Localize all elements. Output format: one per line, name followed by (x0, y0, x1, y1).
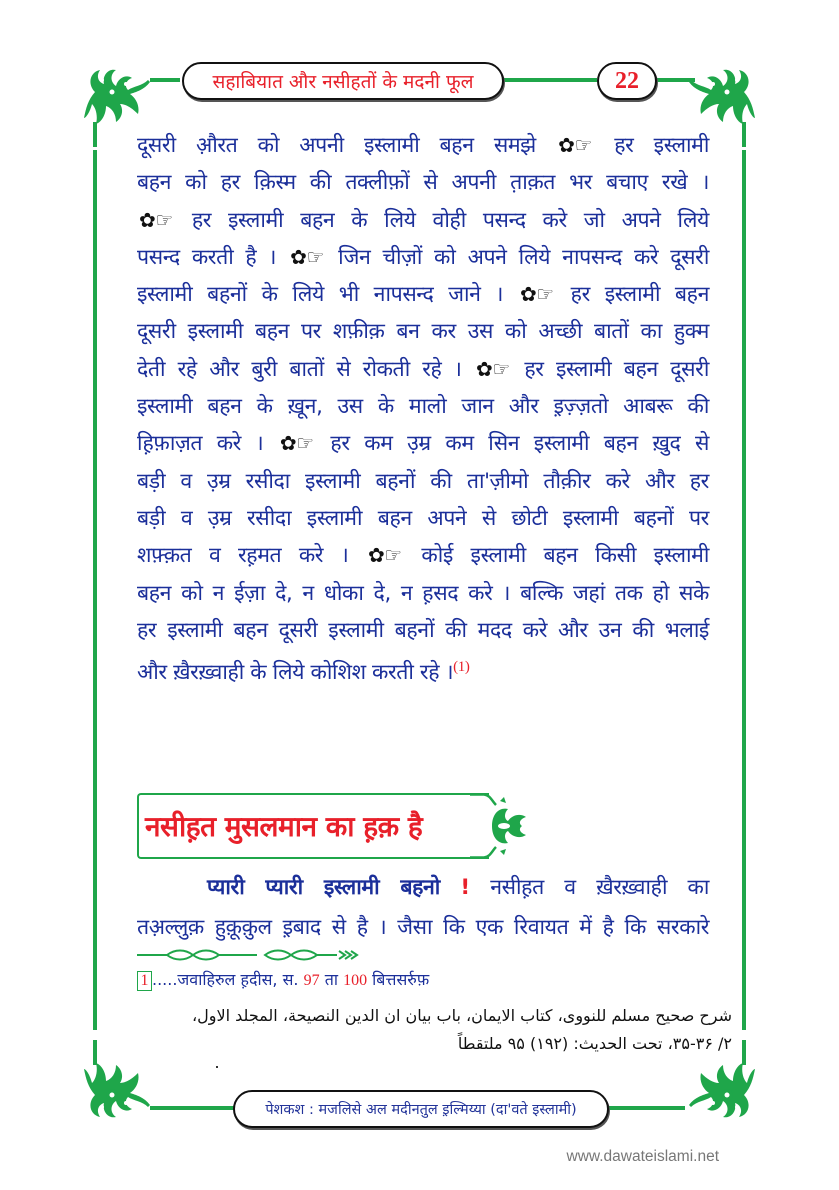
text-line: बड़ी व उ़म्र रसीदा इस्लामी बहनों की ता'ज़ीमो तौक़ीर करे और हर (137, 468, 709, 494)
text-span: कोई इस्लामी बहन किसी इस्लामी (421, 543, 709, 569)
arabic-reference-line: ۲/ ۳۵-۳۶، تحت الحدیث: (۱۹۲) ۹۵ ملتقطاً (457, 1034, 732, 1053)
text-span: .....जवाहिरुल ह़दीस, स. (152, 970, 299, 989)
text-span: ह़िफ़ाज़त करे । (137, 431, 264, 457)
text-line: दूसरी इस्लामी बहन पर शफ़ीक़ बन कर उस को अच्छी बातों का हुक्म (137, 319, 709, 345)
text-line (137, 537, 709, 574)
footnote-1 (137, 968, 429, 991)
text-span: हर कम उ़म्र कम सिन इस्लामी बहन ख़ुद से (330, 431, 710, 457)
text-line (137, 127, 709, 164)
text-span: दूसरी औ़रत को अपनी इस्लामी बहन समझे (137, 133, 536, 158)
frame-line-bottom-right (605, 1106, 685, 1110)
footnote-reference[interactable]: (1) (453, 659, 470, 676)
publisher-text: पेशकश : मजलिसे अल मदीनतुल इ़ल्मिय्या (दा'वते इस्लामी) (265, 1102, 577, 1118)
text-span: और ख़ैरख़्वाही के लिये कोशिश करती रहे । (137, 660, 454, 686)
body-paragraph (137, 127, 709, 692)
text-span: हर इस्लामी बहन के लिये वोही पसन्द करे जो अपने लिये (191, 207, 709, 233)
stray-dot (216, 1066, 218, 1068)
page-from: 97 (303, 972, 320, 989)
text-span: ता (324, 970, 338, 989)
text-line: इस्लामी बहन के ख़ून, उस के मालो जान और इ़ज़्ज़तो आबरू की (137, 394, 709, 420)
section-title: नसीह़त मुसलमान का ह़क़ है (145, 810, 423, 843)
footnote-divider-ornament-icon (137, 946, 367, 958)
footnote-number: 1 (137, 971, 152, 991)
flower-pointing-hand-icon: ✿☞ (519, 282, 554, 307)
frame-line-right (742, 150, 746, 1030)
text-line: बड़ी व उ़म्र रसीदा इस्लामी बहन अपने से छोटी इस्लामी बहनों पर (137, 505, 709, 531)
flower-pointing-hand-icon: ✿☞ (367, 543, 402, 568)
exclamation-mark: ! (460, 875, 470, 900)
publisher-banner (233, 1090, 609, 1128)
text-line (137, 425, 709, 462)
text-line: बहन को न ईज़ा दे, न धोका दे, न ह़सद करे । बल्कि जहां तक हो सके (137, 580, 709, 606)
text-line: हर इस्लामी बहन दूसरी इस्लामी बहनों की मदद करे और उन की भलाई (137, 617, 709, 643)
frame-line-left (93, 150, 97, 1030)
text-span: पसन्द करती है । (137, 244, 277, 270)
text-line (137, 868, 709, 908)
text-line (137, 351, 709, 388)
address-phrase: प्यारी प्यारी इस्लामी बहनो (207, 875, 440, 900)
book-title-banner (182, 62, 504, 100)
section-paragraph (137, 868, 709, 948)
flower-pointing-hand-icon: ✿☞ (279, 431, 314, 456)
flower-pointing-hand-icon: ✿☞ (558, 133, 592, 157)
text-span: हर इस्लामी बहन (570, 282, 709, 308)
flower-pointing-hand-icon: ✿☞ (139, 207, 173, 232)
corner-ornament-icon (82, 1040, 157, 1125)
text-span: बित्तसर्रुफ़ (372, 970, 430, 989)
text-line (137, 649, 709, 691)
text-line (137, 239, 709, 276)
text-span: शफ़्क़त व रह़मत करे । (137, 543, 349, 569)
text-span: हर इस्लामी (614, 133, 709, 158)
frame-line-bottom-left (150, 1106, 235, 1110)
text-span: इस्लामी बहनों के लिये भी नापसन्द जाने । (137, 282, 504, 308)
website-link[interactable]: www.dawateislami.net (566, 1148, 719, 1165)
book-title: सहाबियात और नसीहतों के मदनी फूल (212, 71, 474, 93)
text-span: देती रहे और बुरी बातों से रोकती रहे । (137, 356, 462, 382)
section-heading-box (137, 793, 489, 859)
page-number-badge (597, 62, 657, 100)
text-span: जिन चीज़ों को अपने लिये नापसन्द करे दूसरी (338, 244, 710, 270)
text-line (137, 202, 709, 239)
text-span: हर इस्लामी बहन दूसरी (524, 356, 710, 382)
flower-pointing-hand-icon: ✿☞ (476, 356, 510, 381)
page-to: 100 (343, 972, 368, 989)
frame-line-top-middle (502, 78, 597, 82)
page-number: 22 (615, 67, 639, 94)
text-span: नसीह़त व ख़ैरख़्वाही का (490, 875, 710, 900)
flower-pointing-hand-icon: ✿☞ (290, 244, 324, 269)
text-line: तअ़ल्लुक़ हुक़ूक़ुल इ़बाद से है । जैसा कि एक रिवायत में है कि सरकारे (137, 915, 709, 940)
section-heading-ornament-icon (470, 793, 530, 859)
text-line (137, 276, 709, 313)
text-line: बहन को हर क़िस्म की तक्लीफ़ों से अपनी त़ाक़त भर बचाए रखे । (137, 170, 709, 196)
arabic-reference-line: شرح صحیح مسلم للنووی، کتاب الایمان، باب بیان ان الدین النصیحة، المجلد الاول، (191, 1006, 732, 1025)
